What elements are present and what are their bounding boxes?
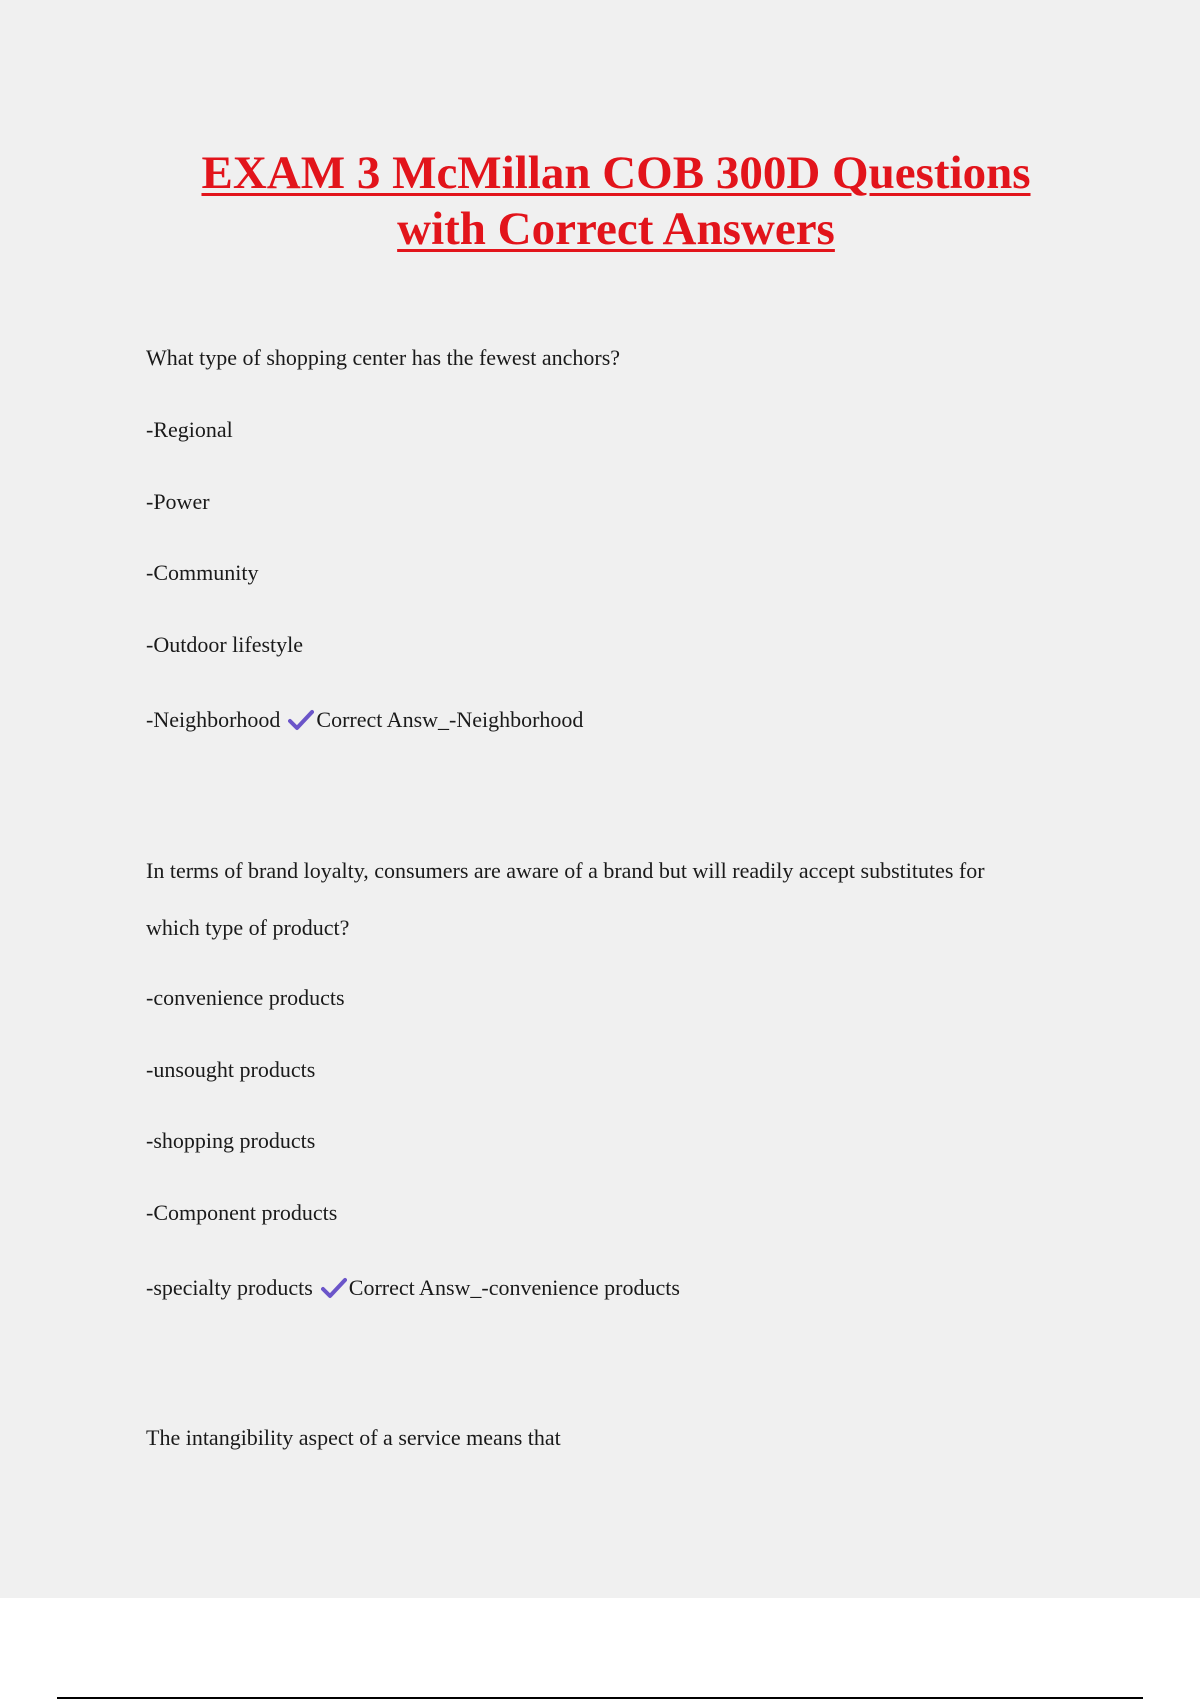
- q2-option-convenience: -convenience products: [146, 985, 345, 1010]
- q2-option-specialty: -specialty products: [146, 1275, 313, 1300]
- checkmark-icon: [321, 1277, 347, 1299]
- q1-correct-answer: Correct Answ_-Neighborhood: [316, 707, 584, 732]
- page-divider: [57, 1697, 1143, 1699]
- question-2-text-line-2: which type of product?: [146, 915, 350, 940]
- question-2-text-line-1: In terms of brand loyalty, consumers are aware of a brand but will readily accept substitutes for: [146, 858, 985, 883]
- q2-option-unsought: -unsought products: [146, 1057, 316, 1082]
- question-3-text: The intangibility aspect of a service means that: [146, 1425, 561, 1450]
- q2-option-shopping: -shopping products: [146, 1128, 316, 1153]
- title-line-1: EXAM 3 McMillan COB 300D Questions: [201, 147, 1031, 199]
- checkmark-icon: [288, 709, 314, 731]
- q1-option-outdoor-lifestyle: -Outdoor lifestyle: [146, 632, 304, 657]
- q2-answer-line: [146, 1274, 680, 1302]
- q1-option-neighborhood: -Neighborhood: [146, 707, 281, 732]
- title-line-2: with Correct Answers: [397, 203, 835, 255]
- q1-option-regional: -Regional: [146, 417, 233, 442]
- q1-answer-line: [146, 706, 583, 734]
- q2-correct-answer: Correct Answ_-convenience products: [348, 1275, 680, 1300]
- document-title: [0, 145, 1200, 257]
- q1-option-community: -Community: [146, 560, 259, 585]
- question-1-text: What type of shopping center has the fewest anchors?: [146, 345, 621, 370]
- q2-option-component: -Component products: [146, 1200, 338, 1225]
- q1-option-power: -Power: [146, 489, 210, 514]
